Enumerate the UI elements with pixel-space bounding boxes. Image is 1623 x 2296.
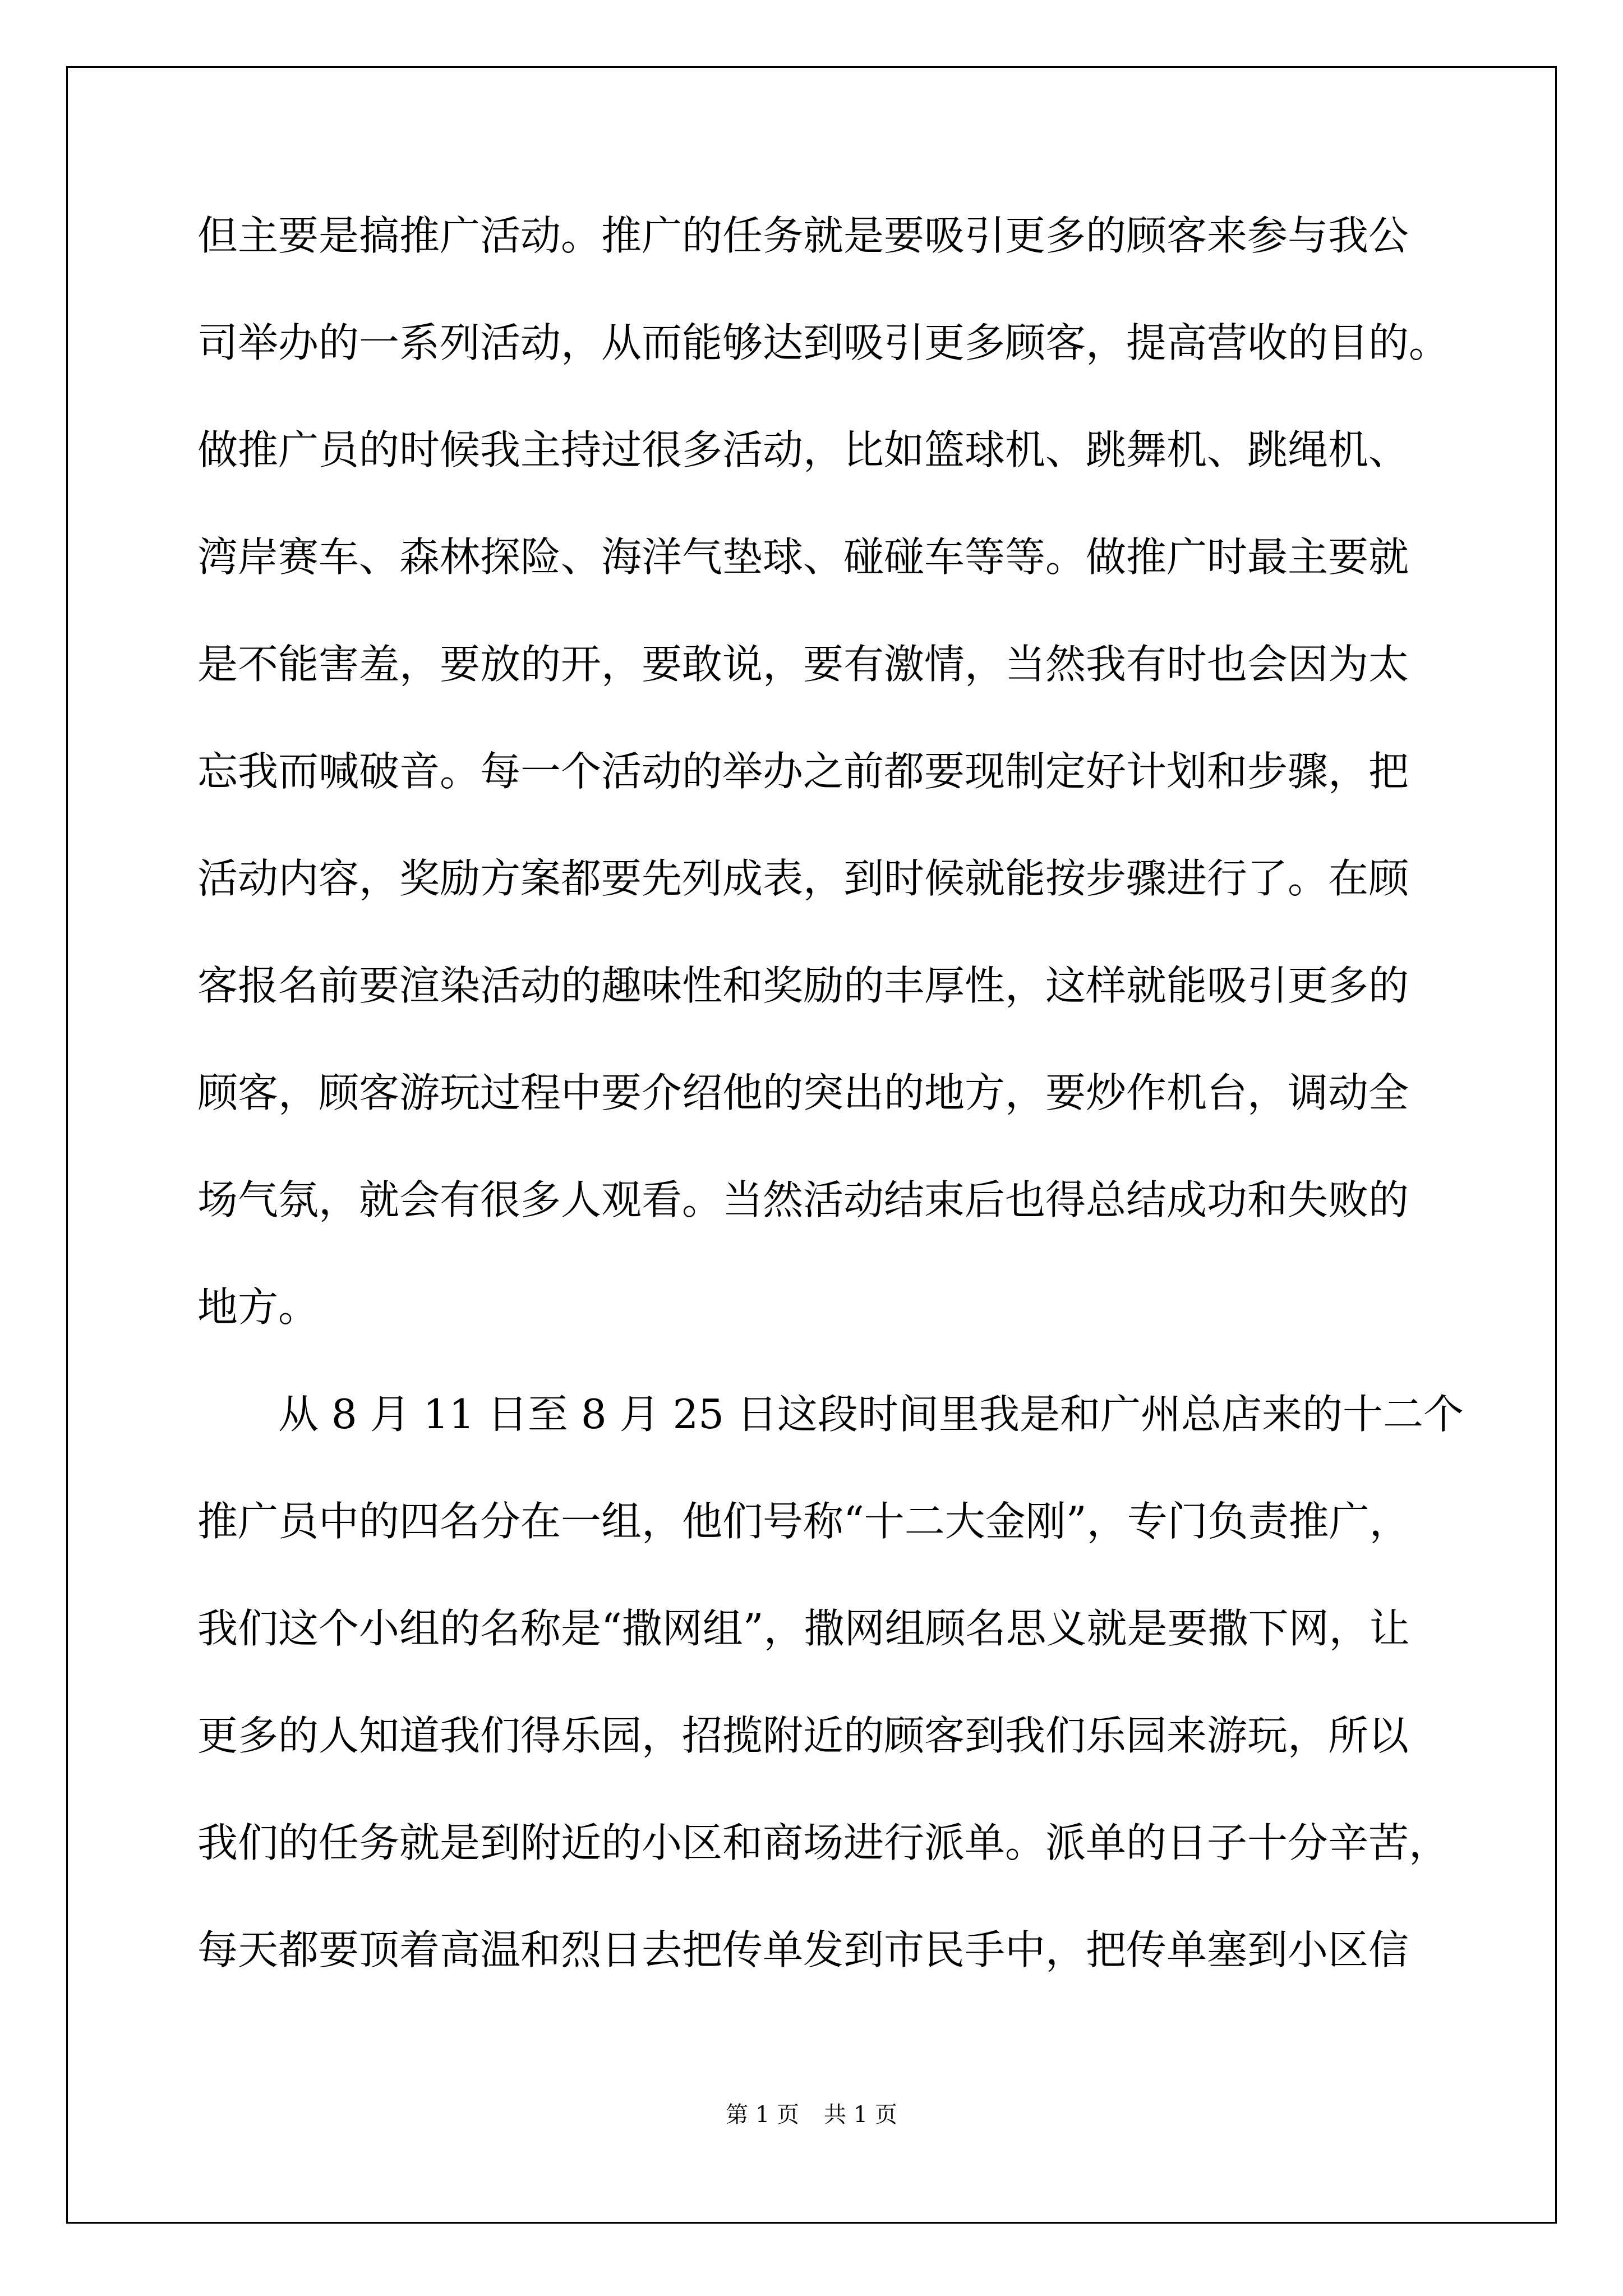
text-line: 我们这个小组的名称是“撒网组”，撒网组顾名思义就是要撒下网，让	[197, 1605, 1410, 1652]
text-line: 顾客，顾客游玩过程中要介绍他的突出的地方，要炒作机台，调动全	[197, 1069, 1409, 1116]
text-line: 是不能害羞，要放的开，要敢说，要有激情，当然我有时也会因为太	[197, 641, 1409, 688]
paragraph-first-line: 从 8 月 11 日至 8 月 25 日这段时间里我是和广州总店来的十二个	[278, 1391, 1464, 1438]
text-line: 我们的任务就是到附近的小区和商场进行派单。派单的日子十分辛苦，	[197, 1819, 1450, 1866]
text-line: 司举办的一系列活动，从而能够达到吸引更多顾客，提高营收的目的。	[197, 319, 1450, 366]
text-line: 每天都要顶着高温和烈日去把传单发到市民手中，把传单塞到小区信	[197, 1926, 1409, 1973]
text-line: 但主要是搞推广活动。推广的任务就是要吸引更多的顾客来参与我公	[197, 212, 1409, 259]
text-line: 场气氛，就会有很多人观看。当然活动结束后也得总结成功和失败的	[197, 1176, 1409, 1223]
page-footer	[0, 2097, 1623, 2129]
page-number: 第 1 页	[726, 2102, 799, 2128]
page-total: 共 1 页	[824, 2102, 897, 2128]
text-line: 地方。	[197, 1283, 319, 1331]
text-line: 更多的人知道我们得乐园，招揽附近的顾客到我们乐园来游玩，所以	[197, 1712, 1409, 1759]
document-body	[197, 209, 1464, 2030]
text-line: 活动内容，奖励方案都要先列成表，到时候就能按步骤进行了。在顾	[197, 855, 1409, 902]
text-line: 忘我而喊破音。每一个活动的举办之前都要现制定好计划和步骤，把	[197, 748, 1409, 795]
text-line: 推广员中的四名分在一组，他们号称“十二大金刚”，专门负责推广，	[197, 1498, 1410, 1545]
text-line: 湾岸赛车、森林探险、海洋气垫球、碰碰车等等。做推广时最主要就	[197, 533, 1409, 581]
text-line: 做推广员的时候我主持过很多活动，比如篮球机、跳舞机、跳绳机、	[197, 426, 1409, 473]
text-line: 客报名前要渲染活动的趣味性和奖励的丰厚性，这样就能吸引更多的	[197, 962, 1409, 1009]
